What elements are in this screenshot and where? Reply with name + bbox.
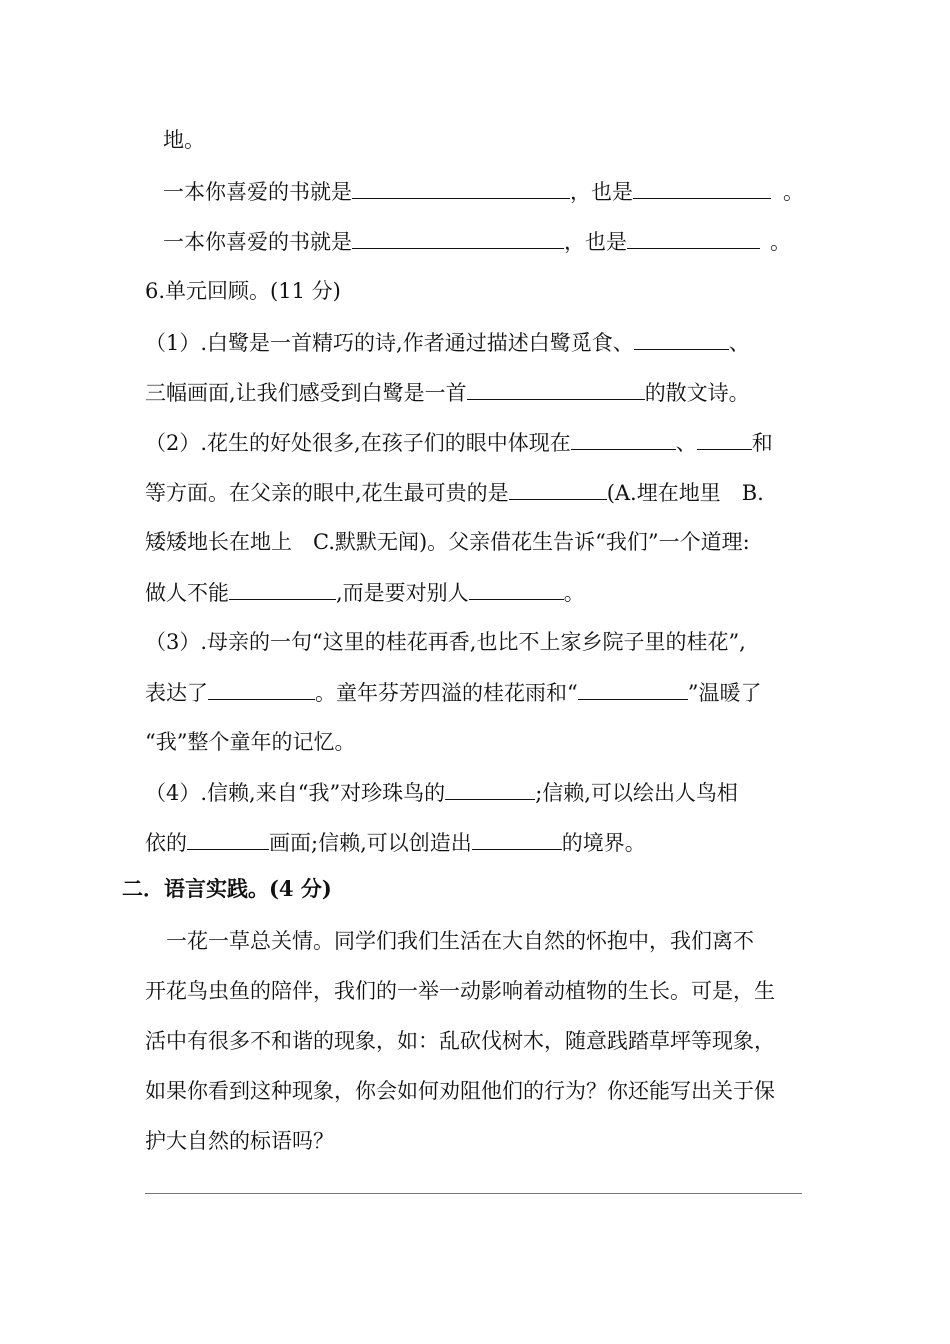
answer-blank[interactable] [578, 677, 688, 700]
q6-part-2-text: ,而是要对别人 [336, 581, 469, 605]
q6-part-2-text: 和 [751, 431, 773, 455]
continued-text: 地。 [163, 128, 205, 152]
q6-part-3: （3）.母亲的一句“这里的桂花再香,也比不上家乡院子里的桂花”, [145, 630, 746, 654]
sentence-2 [163, 226, 791, 257]
answer-line[interactable] [145, 1193, 802, 1194]
q6-part-1-text: 的散文诗。 [644, 381, 750, 405]
answer-blank[interactable] [208, 677, 315, 700]
q6-part-2-text: 做人不能 [145, 581, 229, 605]
q6-part-1-text: （1）.白鹭是一首精巧的诗,作者通过描述白鹭觅食、 [145, 331, 634, 355]
q6-part-4-text: 依的 [145, 831, 187, 855]
q6-part-1-text: 三幅画面,让我们感受到白鹭是一首 [145, 381, 467, 405]
q6-part-3-text: ”温暖了 [687, 681, 762, 705]
sentence-1-text: ，也是 [570, 180, 633, 204]
q6-part-4-cont [145, 827, 646, 858]
q6-part-3-text: 表达了 [145, 681, 208, 705]
q6-part-2-text: （2）.花生的好处很多,在孩子们的眼中体现在 [145, 431, 571, 455]
section-2-paragraph-line: 开花鸟虫鱼的陪伴，我们的一举一动影响着动植物的生长。可是，生 [145, 979, 775, 1003]
section-2-paragraph-line: 活中有很多不和谐的现象，如：乱砍伐树木，随意践踏草坪等现象， [145, 1029, 775, 1053]
q6-part-2-text: 。 [563, 581, 585, 605]
answer-blank[interactable] [187, 827, 269, 850]
q6-part-2-cont [145, 477, 764, 508]
q6-part-1-cont [145, 377, 750, 408]
sentence-1 [163, 176, 804, 207]
answer-blank[interactable] [697, 427, 752, 450]
q6-part-4-text: ;信赖,可以绘出人鸟相 [535, 781, 738, 805]
answer-blank[interactable] [634, 327, 729, 350]
answer-blank[interactable] [352, 226, 564, 249]
answer-blank[interactable] [509, 477, 607, 500]
answer-blank[interactable] [633, 176, 771, 199]
section-2-title: 二．语言实践。(4 分) [122, 876, 332, 901]
answer-blank[interactable] [472, 827, 562, 850]
q6-part-3-cont: “我”整个童年的记忆。 [145, 730, 356, 754]
answer-blank[interactable] [469, 577, 564, 600]
q6-part-4 [145, 777, 738, 808]
answer-blank[interactable] [445, 777, 535, 800]
q6-part-2-text: 、 [675, 431, 697, 455]
q6-part-1-text: 、 [728, 331, 750, 355]
q6-part-2-cont [145, 577, 585, 608]
sentence-2-text: 一本你喜爱的书就是 [163, 230, 352, 254]
q6-part-2 [145, 427, 773, 458]
q6-part-2-text: 等方面。在父亲的眼中,花生最可贵的是 [145, 481, 509, 505]
section-2-paragraph-line: 一花一草总关情。同学们我们生活在大自然的怀抱中，我们离不 [145, 929, 754, 953]
q6-part-4-text: 的境界。 [561, 831, 646, 855]
q6-part-3-cont [145, 677, 762, 708]
section-2-paragraph-line: 如果你看到这种现象，你会如何劝阻他们的行为？你还能写出关于保 [145, 1079, 775, 1103]
answer-blank[interactable] [352, 176, 570, 199]
answer-blank[interactable] [229, 577, 336, 600]
sentence-1-text: 一本你喜爱的书就是 [163, 180, 352, 204]
q6-part-1 [145, 327, 750, 358]
q6-part-4-text: （4）.信赖,来自“我”对珍珠鸟的 [145, 781, 446, 805]
answer-blank[interactable] [467, 377, 645, 400]
sentence-1-end: 。 [783, 180, 804, 204]
q6-part-3-text: 。童年芬芳四溢的桂花雨和“ [315, 681, 578, 705]
section-2-paragraph-line: 护大自然的标语吗？ [145, 1129, 334, 1153]
q6-part-4-text: 画面;信赖,可以创造出 [269, 831, 472, 855]
answer-blank[interactable] [571, 427, 676, 450]
sentence-2-text: ，也是 [564, 230, 627, 254]
question-6-title: 6.单元回顾。(11 分) [145, 279, 341, 303]
sentence-2-end: 。 [770, 230, 791, 254]
q6-part-2-cont: 矮矮地长在地上 C.默默无闻)。父亲借花生告诉“我们”一个道理: [145, 530, 750, 554]
q6-part-2-text: (A.埋在地里 B. [606, 481, 764, 505]
answer-blank[interactable] [627, 226, 760, 249]
